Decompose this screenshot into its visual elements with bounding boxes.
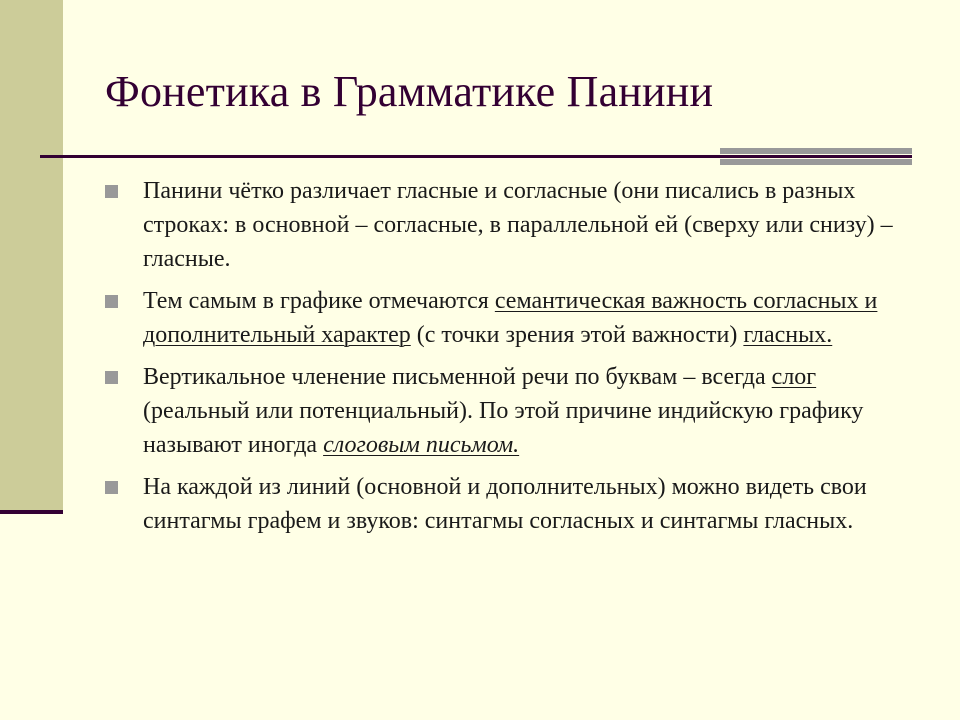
- bullet-item-2: [105, 284, 905, 352]
- bullet-text: Вертикальное членение письменной речи по буквам – всегда: [143, 364, 772, 390]
- bullet-item-4: [105, 470, 905, 538]
- bullet-text: Панини чётко различает гласные и согласные (они писались в разных строках: в основной – согласные, в параллельной ей (сверху или снизу) – гласные.: [143, 178, 893, 272]
- slide-title: Фонетика в Грамматике Панини: [105, 67, 714, 116]
- square-bullet-icon: [105, 371, 118, 384]
- underlined-term: семантическая важность согласных и дополнительный характер: [143, 288, 878, 348]
- square-bullet-icon: [105, 295, 118, 308]
- square-bullet-icon: [105, 481, 118, 494]
- title-accent-stripes: [720, 148, 912, 166]
- bullet-text: (с точки зрения этой важности): [410, 322, 744, 348]
- bullet-text: Тем самым в графике отмечаются: [143, 288, 495, 314]
- left-decorative-bar: [0, 0, 63, 512]
- bullet-item-3: [105, 360, 905, 462]
- underlined-term: гласных.: [743, 322, 833, 348]
- bullet-item-1: [105, 174, 905, 276]
- underlined-italic-term: слоговым письмом.: [323, 432, 520, 458]
- square-bullet-icon: [105, 185, 118, 198]
- underlined-term: слог: [771, 364, 817, 390]
- bullet-text: (реальный или потенциальный). По этой причине индийскую графику называют иногда: [143, 398, 864, 458]
- bullet-text: На каждой из линий (основной и дополнительных) можно видеть свои синтагмы графем и звуков: синтагмы согласных и синтагмы гласных.: [143, 474, 867, 534]
- bullet-list: [105, 174, 905, 546]
- left-bar-underline: [0, 510, 63, 514]
